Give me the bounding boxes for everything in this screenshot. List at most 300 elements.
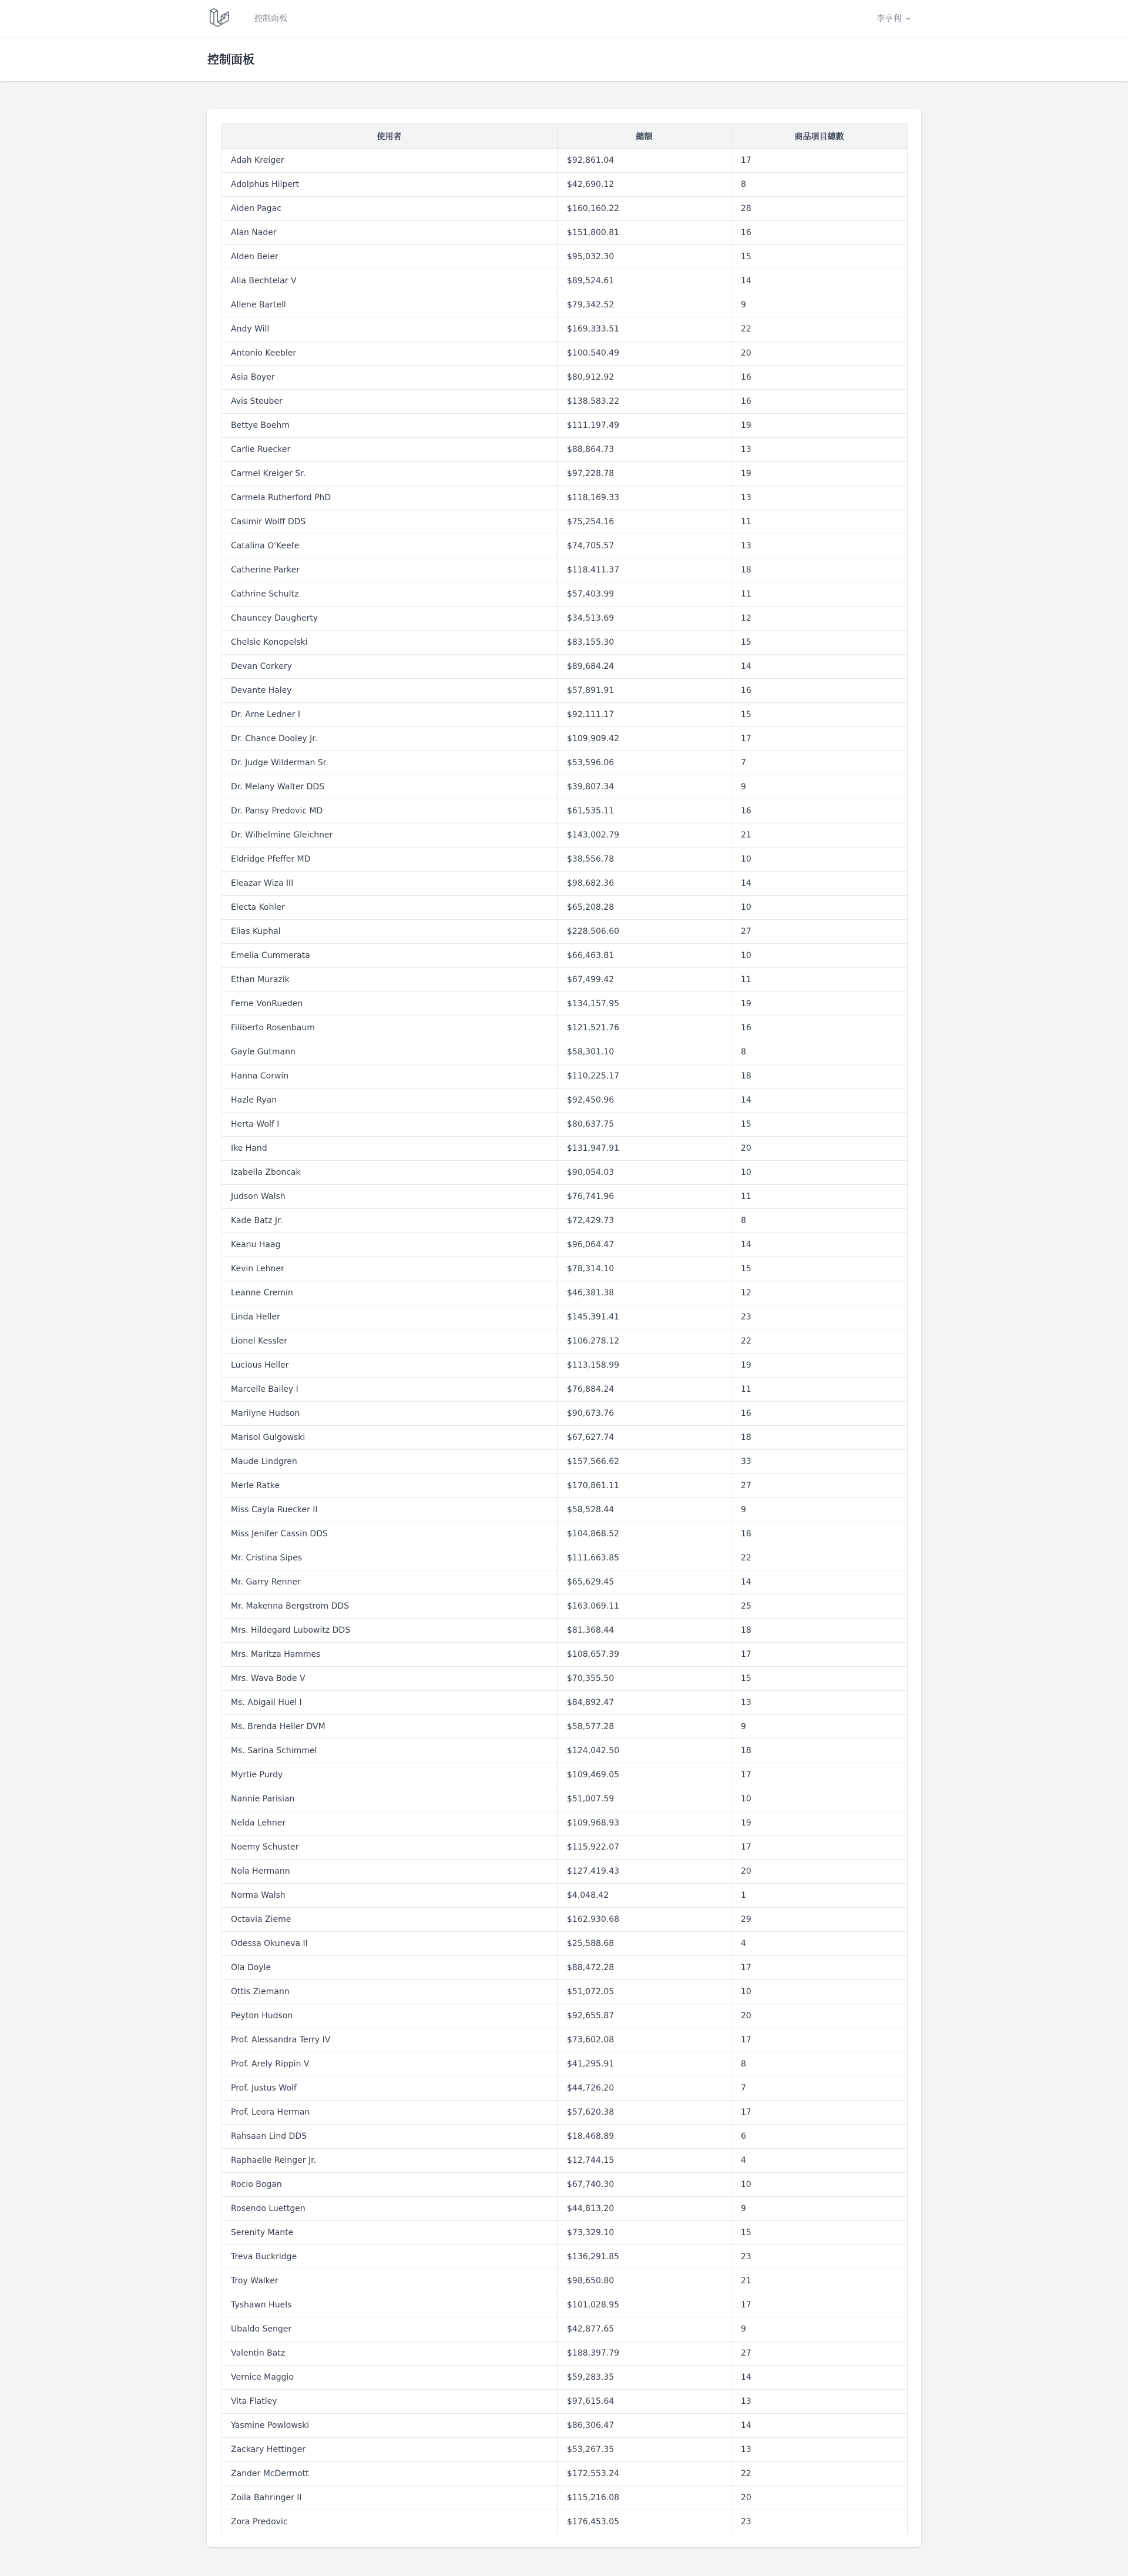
table-row [221, 1546, 908, 1570]
table-row [221, 1980, 908, 2004]
table-row [221, 1161, 908, 1185]
table-row [221, 1354, 908, 1378]
table-row [221, 510, 908, 534]
column-header-total: 總額 [558, 124, 731, 149]
table-row [221, 2028, 908, 2052]
cell-item-count: 17 [731, 1643, 908, 1667]
cell-total: $75,254.16 [558, 510, 731, 534]
cell-total: $66,463.81 [558, 944, 731, 968]
table-row [221, 317, 908, 341]
cell-item-count: 13 [731, 1691, 908, 1715]
cell-user: Elias Kuphal [221, 920, 558, 944]
cell-total: $58,301.10 [558, 1040, 731, 1064]
cell-total: $108,657.39 [558, 1643, 731, 1667]
cell-user: Valentin Batz [221, 2341, 558, 2366]
page-title: 控制面板 [207, 52, 254, 66]
cell-item-count: 16 [731, 221, 908, 245]
cell-item-count: 27 [731, 920, 908, 944]
table-row [221, 486, 908, 510]
cell-item-count: 27 [731, 1474, 908, 1498]
cell-user: Alia Bechtelar V [221, 269, 558, 293]
cell-user: Dr. Chance Dooley Jr. [221, 727, 558, 751]
cell-user: Marisol Gulgowski [221, 1426, 558, 1450]
cell-total: $151,800.81 [558, 221, 731, 245]
table-row [221, 341, 908, 366]
table-row [221, 1257, 908, 1281]
table-row [221, 823, 908, 847]
table-row [221, 847, 908, 872]
cell-item-count: 9 [731, 2317, 908, 2341]
cell-item-count: 28 [731, 197, 908, 221]
table-row [221, 173, 908, 197]
table-row [221, 920, 908, 944]
cell-total: $90,673.76 [558, 1402, 731, 1426]
table-row [221, 727, 908, 751]
cell-user: Prof. Justus Wolf [221, 2076, 558, 2101]
cell-total: $70,355.50 [558, 1667, 731, 1691]
cell-user: Mrs. Wava Bode V [221, 1667, 558, 1691]
cell-user: Keanu Haag [221, 1233, 558, 1257]
cell-total: $83,155.30 [558, 631, 731, 655]
cell-item-count: 17 [731, 1956, 908, 1980]
cell-item-count: 12 [731, 1281, 908, 1305]
cell-item-count: 16 [731, 366, 908, 390]
table-row [221, 751, 908, 775]
table-row [221, 1835, 908, 1860]
cell-user: Tyshawn Huels [221, 2293, 558, 2317]
cell-user: Noemy Schuster [221, 1835, 558, 1860]
cell-user: Chelsie Konopelski [221, 631, 558, 655]
chevron-down-icon [905, 15, 912, 22]
table-row [221, 1233, 908, 1257]
cell-user: Casimir Wolff DDS [221, 510, 558, 534]
cell-total: $110,225.17 [558, 1064, 731, 1088]
cell-user: Filiberto Rosenbaum [221, 1016, 558, 1040]
cell-user: Dr. Arne Ledner I [221, 703, 558, 727]
table-row [221, 1137, 908, 1161]
cell-item-count: 22 [731, 2462, 908, 2486]
cell-total: $61,535.11 [558, 799, 731, 823]
table-row [221, 1402, 908, 1426]
table-row [221, 799, 908, 823]
cell-item-count: 22 [731, 1329, 908, 1354]
table-row [221, 1594, 908, 1619]
cell-item-count: 11 [731, 510, 908, 534]
cell-total: $80,637.75 [558, 1113, 731, 1137]
cell-item-count: 4 [731, 2149, 908, 2173]
cell-user: Ms. Brenda Heller DVM [221, 1715, 558, 1739]
cell-user: Miss Cayla Ruecker II [221, 1498, 558, 1522]
cell-item-count: 7 [731, 751, 908, 775]
table-row [221, 1040, 908, 1064]
cell-user: Myrtie Purdy [221, 1763, 558, 1787]
cell-item-count: 17 [731, 149, 908, 173]
cell-total: $97,228.78 [558, 462, 731, 486]
cell-total: $76,741.96 [558, 1185, 731, 1209]
cell-total: $51,072.05 [558, 1980, 731, 2004]
table-row [221, 269, 908, 293]
cell-total: $118,169.33 [558, 486, 731, 510]
table-row [221, 655, 908, 679]
cell-item-count: 16 [731, 390, 908, 414]
cell-user: Nola Hermann [221, 1860, 558, 1884]
table-row [221, 2269, 908, 2293]
cell-item-count: 20 [731, 341, 908, 366]
table-row [221, 1787, 908, 1811]
table-row [221, 558, 908, 582]
cell-item-count: 9 [731, 2197, 908, 2221]
table-row [221, 197, 908, 221]
cell-item-count: 21 [731, 2269, 908, 2293]
table-row [221, 582, 908, 607]
cell-user: Treva Buckridge [221, 2245, 558, 2269]
cell-user: Marilyne Hudson [221, 1402, 558, 1426]
cell-user: Troy Walker [221, 2269, 558, 2293]
cell-total: $84,892.47 [558, 1691, 731, 1715]
cell-item-count: 21 [731, 823, 908, 847]
table-row [221, 149, 908, 173]
cell-item-count: 13 [731, 486, 908, 510]
cell-item-count: 19 [731, 462, 908, 486]
column-header-user: 使用者 [221, 124, 558, 149]
cell-user: Ethan Murazik [221, 968, 558, 992]
cell-item-count: 9 [731, 1715, 908, 1739]
table-row [221, 872, 908, 896]
nav-link-dashboard[interactable]: 控制面板 [254, 14, 287, 24]
cell-user: Linda Heller [221, 1305, 558, 1329]
cell-user: Dr. Pansy Predovic MD [221, 799, 558, 823]
cell-total: $57,403.99 [558, 582, 731, 607]
table-row [221, 1522, 908, 1546]
table-body [221, 149, 908, 2534]
cell-total: $160,160.22 [558, 197, 731, 221]
cell-item-count: 16 [731, 799, 908, 823]
cell-item-count: 17 [731, 1835, 908, 1860]
cell-item-count: 22 [731, 1546, 908, 1570]
cell-item-count: 9 [731, 775, 908, 799]
table-row [221, 2221, 908, 2245]
cell-total: $162,930.68 [558, 1908, 731, 1932]
cell-item-count: 15 [731, 1667, 908, 1691]
cell-item-count: 9 [731, 1498, 908, 1522]
table-row [221, 1932, 908, 1956]
cell-user: Herta Wolf I [221, 1113, 558, 1137]
cell-item-count: 20 [731, 1860, 908, 1884]
cell-item-count: 29 [731, 1908, 908, 1932]
cell-total: $65,208.28 [558, 896, 731, 920]
table-row [221, 1209, 908, 1233]
cell-item-count: 15 [731, 1113, 908, 1137]
cell-total: $44,726.20 [558, 2076, 731, 2101]
cell-user: Yasmine Powlowski [221, 2414, 558, 2438]
cell-total: $44,813.20 [558, 2197, 731, 2221]
table-row [221, 390, 908, 414]
cell-total: $39,807.34 [558, 775, 731, 799]
cell-item-count: 13 [731, 534, 908, 558]
cell-total: $121,521.76 [558, 1016, 731, 1040]
cell-user: Adah Kreiger [221, 149, 558, 173]
cell-user: Hazle Ryan [221, 1088, 558, 1113]
cell-item-count: 11 [731, 1185, 908, 1209]
cell-item-count: 15 [731, 2221, 908, 2245]
cell-user: Carlie Ruecker [221, 438, 558, 462]
cell-item-count: 10 [731, 944, 908, 968]
cell-item-count: 14 [731, 655, 908, 679]
cell-total: $74,705.57 [558, 534, 731, 558]
cell-item-count: 17 [731, 727, 908, 751]
cell-total: $106,278.12 [558, 1329, 731, 1354]
cell-user: Nannie Parisian [221, 1787, 558, 1811]
cell-total: $76,884.24 [558, 1378, 731, 1402]
cell-total: $127,419.43 [558, 1860, 731, 1884]
cell-total: $115,216.08 [558, 2486, 731, 2510]
cell-item-count: 33 [731, 1450, 908, 1474]
cell-item-count: 17 [731, 1763, 908, 1787]
cell-item-count: 14 [731, 1088, 908, 1113]
table-row [221, 2317, 908, 2341]
cell-total: $73,602.08 [558, 2028, 731, 2052]
cell-user: Lucious Heller [221, 1354, 558, 1378]
cell-total: $18,468.89 [558, 2125, 731, 2149]
table-row [221, 2414, 908, 2438]
cell-user: Chauncey Daugherty [221, 607, 558, 631]
table-row [221, 1715, 908, 1739]
cell-user: Aiden Pagac [221, 197, 558, 221]
cell-total: $57,620.38 [558, 2101, 731, 2125]
table-row [221, 2245, 908, 2269]
cell-user: Prof. Alessandra Terry IV [221, 2028, 558, 2052]
cell-item-count: 14 [731, 1570, 908, 1594]
cell-user: Carmel Kreiger Sr. [221, 462, 558, 486]
cell-total: $88,864.73 [558, 438, 731, 462]
cell-total: $57,891.91 [558, 679, 731, 703]
cell-item-count: 10 [731, 1980, 908, 2004]
cell-total: $41,295.91 [558, 2052, 731, 2076]
cell-user: Izabella Zboncak [221, 1161, 558, 1185]
cell-item-count: 23 [731, 2245, 908, 2269]
cell-user: Maude Lindgren [221, 1450, 558, 1474]
table-row [221, 2149, 908, 2173]
cell-total: $109,909.42 [558, 727, 731, 751]
cell-user: Ola Doyle [221, 1956, 558, 1980]
cell-total: $38,556.78 [558, 847, 731, 872]
table-row [221, 438, 908, 462]
cell-item-count: 4 [731, 1932, 908, 1956]
app-logo-icon[interactable] [209, 8, 230, 29]
cell-total: $67,627.74 [558, 1426, 731, 1450]
table-row [221, 2052, 908, 2076]
cell-user: Raphaelle Reinger Jr. [221, 2149, 558, 2173]
cell-item-count: 18 [731, 1522, 908, 1546]
cell-total: $113,158.99 [558, 1354, 731, 1378]
cell-item-count: 22 [731, 317, 908, 341]
cell-total: $101,028.95 [558, 2293, 731, 2317]
cell-total: $97,615.64 [558, 2390, 731, 2414]
cell-total: $65,629.45 [558, 1570, 731, 1594]
cell-total: $104,868.52 [558, 1522, 731, 1546]
table-row [221, 703, 908, 727]
cell-item-count: 17 [731, 2028, 908, 2052]
cell-total: $228,506.60 [558, 920, 731, 944]
cell-total: $42,877.65 [558, 2317, 731, 2341]
table-row [221, 2462, 908, 2486]
user-menu-dropdown[interactable] [877, 0, 912, 38]
cell-user: Marcelle Bailey I [221, 1378, 558, 1402]
cell-item-count: 25 [731, 1594, 908, 1619]
table-row [221, 2125, 908, 2149]
cell-total: $67,740.30 [558, 2173, 731, 2197]
table-row [221, 2173, 908, 2197]
cell-item-count: 7 [731, 2076, 908, 2101]
cell-item-count: 18 [731, 1739, 908, 1763]
cell-total: $157,566.62 [558, 1450, 731, 1474]
cell-total: $100,540.49 [558, 341, 731, 366]
cell-item-count: 16 [731, 679, 908, 703]
cell-user: Emelia Cummerata [221, 944, 558, 968]
cell-total: $143,002.79 [558, 823, 731, 847]
cell-total: $98,682.36 [558, 872, 731, 896]
cell-user: Hanna Corwin [221, 1064, 558, 1088]
cell-user: Merle Ratke [221, 1474, 558, 1498]
cell-item-count: 19 [731, 1354, 908, 1378]
table-row [221, 1088, 908, 1113]
cell-user: Rosendo Luettgen [221, 2197, 558, 2221]
table-row [221, 2004, 908, 2028]
table-row [221, 1281, 908, 1305]
cell-user: Allene Bartell [221, 293, 558, 317]
cell-total: $111,663.85 [558, 1546, 731, 1570]
cell-total: $25,588.68 [558, 1932, 731, 1956]
table-row [221, 2341, 908, 2366]
cell-item-count: 15 [731, 631, 908, 655]
cell-item-count: 14 [731, 2414, 908, 2438]
cell-total: $136,291.85 [558, 2245, 731, 2269]
cell-user: Ike Hand [221, 1137, 558, 1161]
table-row [221, 2510, 908, 2534]
cell-total: $172,553.24 [558, 2462, 731, 2486]
cell-total: $170,861.11 [558, 1474, 731, 1498]
cell-item-count: 15 [731, 245, 908, 269]
cell-item-count: 11 [731, 582, 908, 607]
cell-user: Prof. Arely Rippin V [221, 2052, 558, 2076]
table-row [221, 462, 908, 486]
cell-user: Dr. Judge Wilderman Sr. [221, 751, 558, 775]
cell-total: $90,054.03 [558, 1161, 731, 1185]
table-row [221, 1908, 908, 1932]
cell-user: Rocio Bogan [221, 2173, 558, 2197]
cell-user: Devan Corkery [221, 655, 558, 679]
cell-item-count: 16 [731, 1402, 908, 1426]
top-navigation [0, 0, 1128, 38]
cell-item-count: 20 [731, 2004, 908, 2028]
table-row [221, 1763, 908, 1787]
cell-user: Zoila Bahringer II [221, 2486, 558, 2510]
cell-item-count: 17 [731, 2101, 908, 2125]
cell-total: $134,157.95 [558, 992, 731, 1016]
table-row [221, 992, 908, 1016]
cell-item-count: 18 [731, 558, 908, 582]
cell-total: $73,329.10 [558, 2221, 731, 2245]
table-row [221, 2076, 908, 2101]
table-row [221, 1691, 908, 1715]
table-row [221, 775, 908, 799]
content-card [207, 109, 921, 2547]
cell-total: $79,342.52 [558, 293, 731, 317]
cell-total: $131,947.91 [558, 1137, 731, 1161]
table-row [221, 1016, 908, 1040]
cell-user: Prof. Leora Herman [221, 2101, 558, 2125]
cell-total: $96,064.47 [558, 1233, 731, 1257]
cell-user: Carmela Rutherford PhD [221, 486, 558, 510]
cell-item-count: 19 [731, 414, 908, 438]
cell-item-count: 8 [731, 1209, 908, 1233]
cell-user: Antonio Keebler [221, 341, 558, 366]
cell-user: Ms. Sarina Schimmel [221, 1739, 558, 1763]
cell-user: Ottis Ziemann [221, 1980, 558, 2004]
cell-user: Ubaldo Senger [221, 2317, 558, 2341]
cell-item-count: 8 [731, 2052, 908, 2076]
cell-item-count: 13 [731, 2438, 908, 2462]
table-row [221, 2101, 908, 2125]
cell-total: $169,333.51 [558, 317, 731, 341]
cell-user: Zander McDermott [221, 2462, 558, 2486]
cell-total: $115,922.07 [558, 1835, 731, 1860]
table-row [221, 1064, 908, 1088]
table-row [221, 2438, 908, 2462]
cell-user: Bettye Boehm [221, 414, 558, 438]
table-row [221, 1643, 908, 1667]
table-row [221, 607, 908, 631]
cell-total: $124,042.50 [558, 1739, 731, 1763]
cell-total: $176,453.05 [558, 2510, 731, 2534]
cell-total: $59,283.35 [558, 2366, 731, 2390]
cell-total: $86,306.47 [558, 2414, 731, 2438]
cell-total: $188,397.79 [558, 2341, 731, 2366]
table-row [221, 1619, 908, 1643]
cell-item-count: 27 [731, 2341, 908, 2366]
cell-user: Adolphus Hilpert [221, 173, 558, 197]
table-row [221, 1498, 908, 1522]
table-row [221, 2293, 908, 2317]
cell-item-count: 15 [731, 703, 908, 727]
cell-item-count: 10 [731, 1161, 908, 1185]
cell-total: $92,655.87 [558, 2004, 731, 2028]
cell-user: Peyton Hudson [221, 2004, 558, 2028]
cell-user: Ms. Abigail Huel I [221, 1691, 558, 1715]
cell-total: $58,528.44 [558, 1498, 731, 1522]
cell-item-count: 13 [731, 438, 908, 462]
table-row [221, 1811, 908, 1835]
cell-user: Serenity Mante [221, 2221, 558, 2245]
cell-user: Asia Boyer [221, 366, 558, 390]
cell-user: Mr. Makenna Bergstrom DDS [221, 1594, 558, 1619]
cell-user: Norma Walsh [221, 1884, 558, 1908]
cell-user: Dr. Wilhelmine Gleichner [221, 823, 558, 847]
table-header-row [221, 124, 908, 149]
cell-item-count: 11 [731, 968, 908, 992]
cell-user: Andy Will [221, 317, 558, 341]
orders-summary-table [221, 123, 908, 2534]
table-row [221, 245, 908, 269]
cell-user: Gayle Gutmann [221, 1040, 558, 1064]
cell-user: Devante Haley [221, 679, 558, 703]
cell-user: Mr. Cristina Sipes [221, 1546, 558, 1570]
cell-item-count: 19 [731, 1811, 908, 1835]
user-name: 李亨利 [877, 14, 901, 24]
cell-user: Electa Kohler [221, 896, 558, 920]
cell-total: $92,111.17 [558, 703, 731, 727]
table-row [221, 221, 908, 245]
